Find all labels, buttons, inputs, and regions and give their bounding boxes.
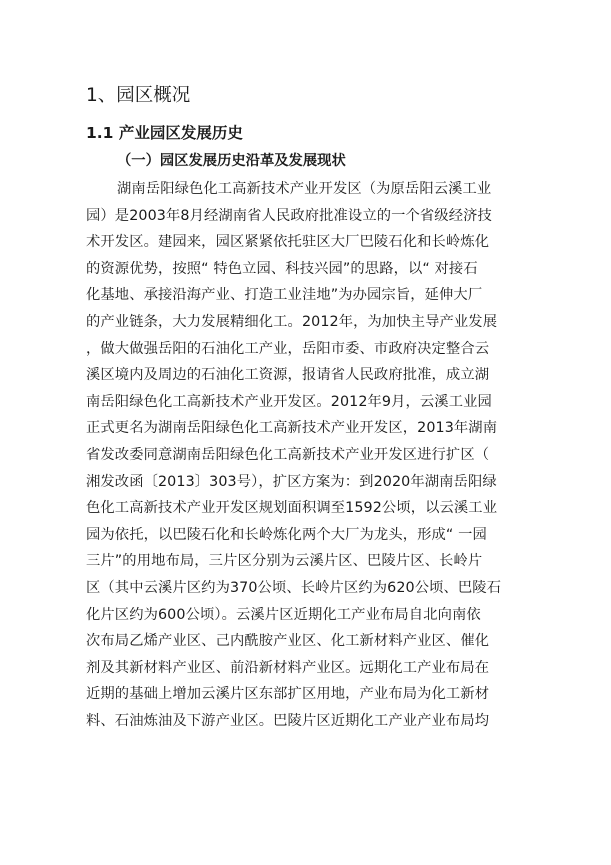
paragraph-line: 南岳阳绿色化工高新技术产业开发区。2012年9月，云溪工业园	[86, 393, 492, 410]
paragraph-line: 术开发区。建园来，园区紧紧依托驻区大厂巴陵石化和长岭炼化	[86, 234, 490, 251]
paragraph-line: 园为依托，以巴陵石化和长岭炼化两个大厂为龙头，形成“ 一园	[86, 526, 487, 543]
paragraph-line: 近期的基础上增加云溪片区东部扩区用地，产业布局为化工新材	[86, 686, 490, 703]
paragraph-line: 化基地、承接沿海产业、打造工业洼地”为办园宗旨，延伸大厂	[86, 287, 483, 304]
paragraph-line: 正式更名为湖南岳阳绿色化工高新技术产业开发区，2013年湖南	[86, 420, 498, 437]
paragraph-line: ，做大做强岳阳的石油化工产业，岳阳市委、市政府决定整合云	[86, 340, 490, 357]
paragraph-line: 湘发改函〔2013〕303号），扩区方案为：到2020年湖南岳阳绿	[86, 473, 497, 490]
paragraph-line: 料、石油炼油及下游产业区。巴陵片区近期化工产业产业布局均	[86, 712, 490, 729]
paragraph-line: 的资源优势，按照“ 特色立园、科技兴园”的思路，以“ 对接石	[86, 260, 478, 277]
paragraph-line: 区（其中云溪片区约为370公顷、长岭片区约为620公顷、巴陵石	[86, 579, 502, 596]
paragraph-line: 的产业链条，大力发展精细化工。2012年，为加快主导产业发展	[86, 313, 498, 330]
subsection-title: 1.1 产业园区发展历史	[86, 124, 243, 142]
paragraph-line: 次布局乙烯产业区、己内酰胺产业区、化工新材料产业区、催化	[86, 633, 490, 650]
sub-subsection-title: （一）园区发展历史沿革及发展现状	[117, 153, 346, 169]
paragraph-line: 园）是2003年8月经湖南省人民政府批准设立的一个省级经济技	[86, 207, 492, 224]
paragraph-line: 三片”的用地布局，三片区分别为云溪片区、巴陵片区、长岭片	[86, 553, 483, 570]
paragraph-line: 色化工高新技术产业开发区规划面积调至1592公顷，以云溪工业	[86, 500, 498, 517]
section-title: 1、园区概况	[86, 85, 191, 106]
paragraph-line: 省发改委同意湖南岳阳绿色化工高新技术产业开发区进行扩区（	[86, 446, 490, 463]
paragraph-line: 化片区约为600公顷）。云溪片区近期化工产业布局自北向南依	[86, 606, 481, 623]
paragraph-line: 湖南岳阳绿色化工高新技术产业开发区（为原岳阳云溪工业	[117, 181, 492, 197]
paragraph-line: 溪区境内及周边的石油化工资源，报请省人民政府批准，成立湖	[86, 367, 490, 384]
body-paragraph	[86, 176, 526, 734]
paragraph-line: 剂及其新材料产业区、前沿新材料产业区。远期化工产业布局在	[86, 659, 490, 676]
